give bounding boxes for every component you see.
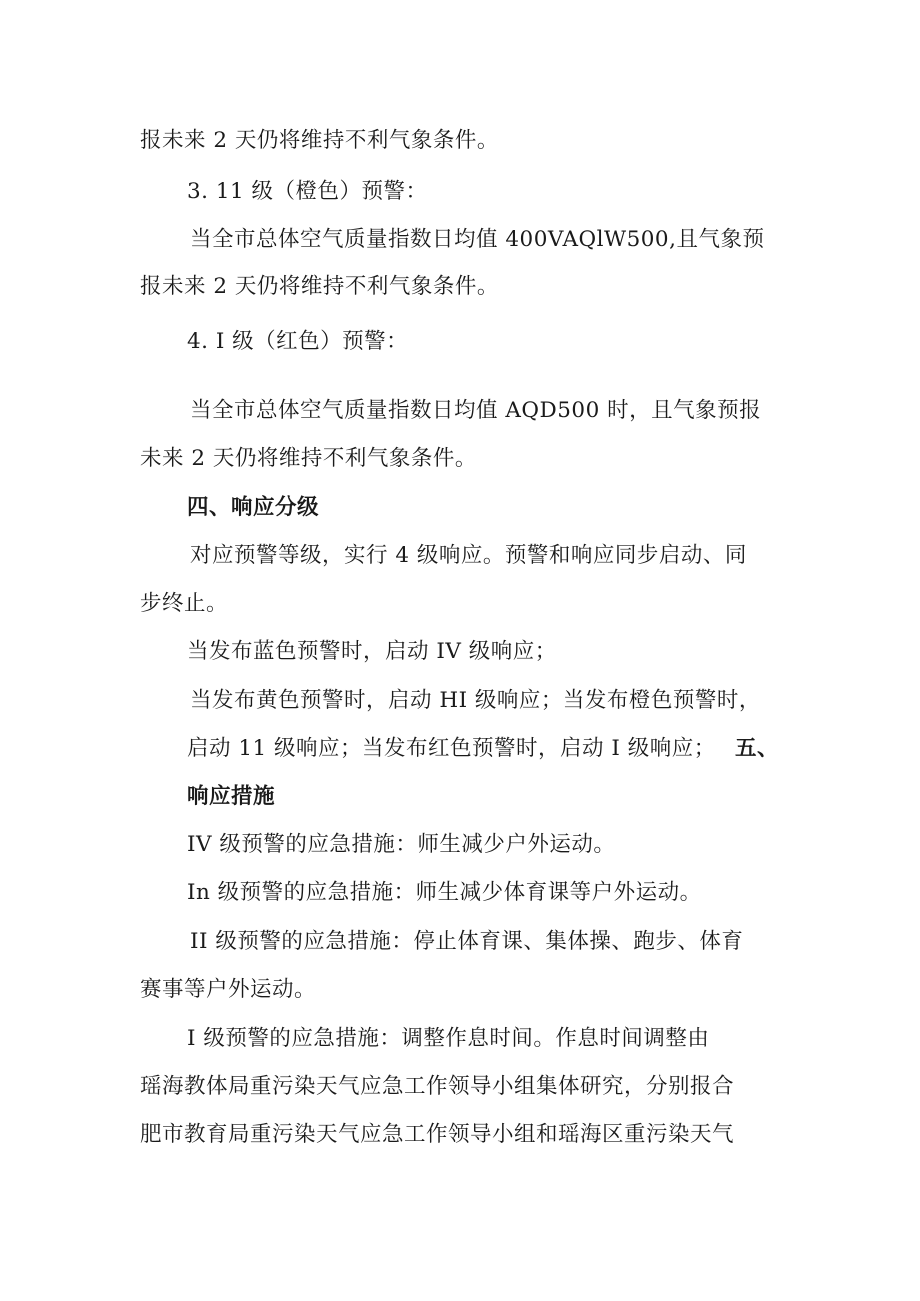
text-line: 肥市教育局重污染天气应急工作领导小组和瑶海区重污染天气 [140,1122,735,1147]
text-line: 报未来 2 天仍将维持不利气象条件。 [140,274,499,299]
text-line: IV 级预警的应急措施：师生减少户外运动。 [187,832,616,857]
text-line: 未来 2 天仍将维持不利气象条件。 [140,446,477,471]
text-line: II 级预警的应急措施：停止体育课、集体操、跑步、体育 [190,929,744,954]
chapter-heading: 响应措施 [187,784,276,809]
text-line: 报未来 2 天仍将维持不利气象条件。 [140,128,499,153]
text-line: 当发布黄色预警时，启动 HI 级响应；当发布橙色预警时， [190,688,761,713]
text-line: 赛事等户外运动。 [140,977,317,1002]
text-line: 当发布蓝色预警时，启动 IV 级响应； [187,639,557,664]
section-heading: 3. 11 级（橙色）预警： [187,179,428,204]
text-line: 当全市总体空气质量指数日均值 AQD500 时，且气象预报 [190,398,762,423]
text-line: 瑶海教体局重污染天气应急工作领导小组集体研究，分别报合 [140,1074,735,1099]
text-line: 当全市总体空气质量指数日均值 400VAQlW500,且气象预 [190,227,765,252]
text-line: 启动 11 级响应；当发布红色预警时，启动 I 级响应； [187,736,716,761]
section-heading: 4. I 级（红色）预警： [187,329,409,354]
text-line: 对应预警等级，实行 4 级响应。预警和响应同步启动、同 [190,543,747,568]
text-line: 步终止。 [140,591,229,616]
chapter-heading: 四、响应分级 [187,495,320,520]
text-line: I 级预警的应急措施：调整作息时间。作息时间调整由 [187,1026,710,1051]
text-line: In 级预警的应急措施：师生减少体育课等户外运动。 [187,880,702,905]
chapter-heading: 五、 [735,736,780,761]
